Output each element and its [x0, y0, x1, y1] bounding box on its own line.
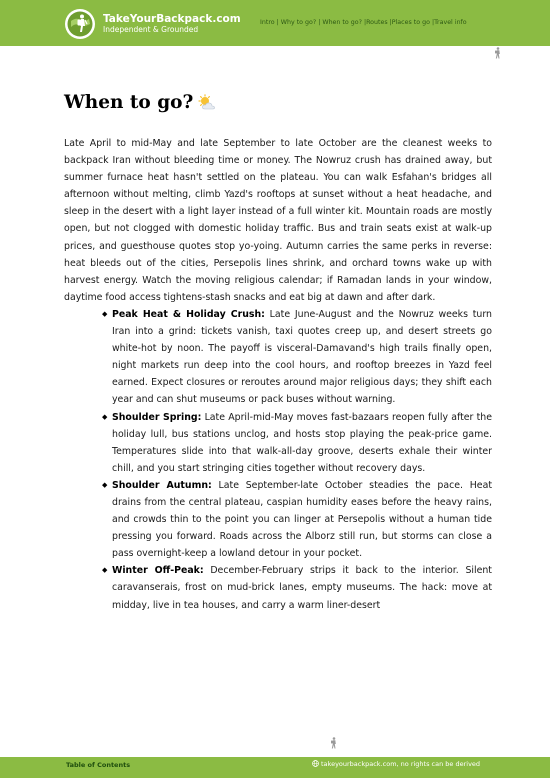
footer-bar: [0, 757, 550, 778]
season-description: Late September-late October steadies the pace. Heat drains from the central plateau, caspian humidity eases before the heavy rains, and crowds thin to the point you can linger at Persepolis without a human tide pressing you forward. Roads across the Alborz still run, but storms can close a pass overnight-keep a lowland detour in your pocket.: [112, 479, 492, 560]
brand-tagline: Independent & Grounded: [103, 25, 199, 34]
nav-separator: |: [274, 19, 281, 26]
season-description: December-February strips it back to the interior. Silent caravanserais, frost on mud-brick lanes, empty museums. The hack: move at midday, live in tea houses, and carry a warm liner-desert: [112, 565, 492, 611]
nav-separator: |: [316, 19, 323, 26]
globe-icon: [312, 760, 319, 767]
nav-item-intro[interactable]: Intro: [260, 19, 275, 26]
page-title: When to go?: [64, 92, 194, 113]
content: [64, 135, 492, 614]
title-row: [64, 92, 217, 118]
list-item: [112, 477, 492, 562]
season-list: [64, 306, 492, 614]
header-bar: [0, 0, 550, 46]
nav-item-travel-info[interactable]: Travel info: [434, 19, 467, 26]
hiker-icon: [493, 47, 503, 59]
list-item: [112, 409, 492, 477]
copyright-notice: [312, 760, 480, 768]
season-description: Late April-mid-May moves fast-bazaars reopen fully after the holiday lull, bus stations unclog, and hosts stop playing the peak-price game. Temperatures slide into that walk-all-day groove, deserts exhale their winter chill, and you start stringing cities together without recovery days.: [112, 411, 492, 474]
season-description: Late June-August and the Nowruz weeks turn Iran into a grind: tickets vanish, taxi quotes creep up, and desert streets go white-hot by noon. The payoff is visceral-Damavand's high trails finally open, night markets run deep into the cool hours, and rooftop breezes in Yazd feel earned. Expect closures or reroutes around major religious days; they shift each year and can shut museums or pack buses without warning.: [112, 308, 492, 406]
sun-behind-cloud-icon: [197, 94, 217, 112]
nav-item-when-to-go[interactable]: When to go?: [322, 19, 362, 26]
hiker-icon: [329, 737, 339, 749]
top-nav: [260, 19, 467, 26]
list-item: [112, 306, 492, 409]
season-term: Peak Heat & Holiday Crush:: [112, 308, 265, 320]
nav-separator: |: [429, 19, 435, 26]
list-item: [112, 562, 492, 613]
nav-item-why-to-go[interactable]: Why to go?: [280, 19, 317, 26]
nav-item-places-to-go[interactable]: Places to go: [391, 19, 430, 26]
nav-item-routes[interactable]: Routes: [366, 19, 388, 26]
copyright-text: takeyourbackpack.com, no rights can be derived: [321, 760, 481, 768]
season-term: Shoulder Spring:: [112, 411, 202, 423]
nav-separator: |: [387, 19, 392, 26]
table-of-contents-link[interactable]: Table of Contents: [66, 761, 131, 769]
intro-paragraph: Late April to mid-May and late September to late October are the cleanest weeks to backpack Iran without bleeding time or money. The Nowruz crush has drained away, but summer furnace heat hasn't settled on the plateau. You can walk Esfahan's bridges all afternoon without melting, climb Yazd's rooftops at sunset without a heat headache, and sleep in the desert with a light layer instead of a full winter kit. Mountain roads are mostly open, but not clogged with domestic holiday traffic. Bus and train seats exist at walk-up prices, and guesthouse quotes stop yo-yoing. Autumn carries the same perks in reverse: heat bleeds out of the cities, Persepolis lines shrink, and orchard towns wake up with harvest energy. Watch the moving religious calendar; if Ramadan lands in your window, daytime food access tightens-stash snacks and eat big at dawn and after dark.: [64, 138, 492, 303]
brand-name[interactable]: TakeYourBackpack.com: [103, 13, 241, 25]
season-term: Winter Off-Peak:: [112, 565, 204, 577]
nav-separator: |: [361, 19, 367, 26]
season-term: Shoulder Autumn:: [112, 479, 212, 491]
backpacker-globe-logo[interactable]: [64, 8, 96, 40]
